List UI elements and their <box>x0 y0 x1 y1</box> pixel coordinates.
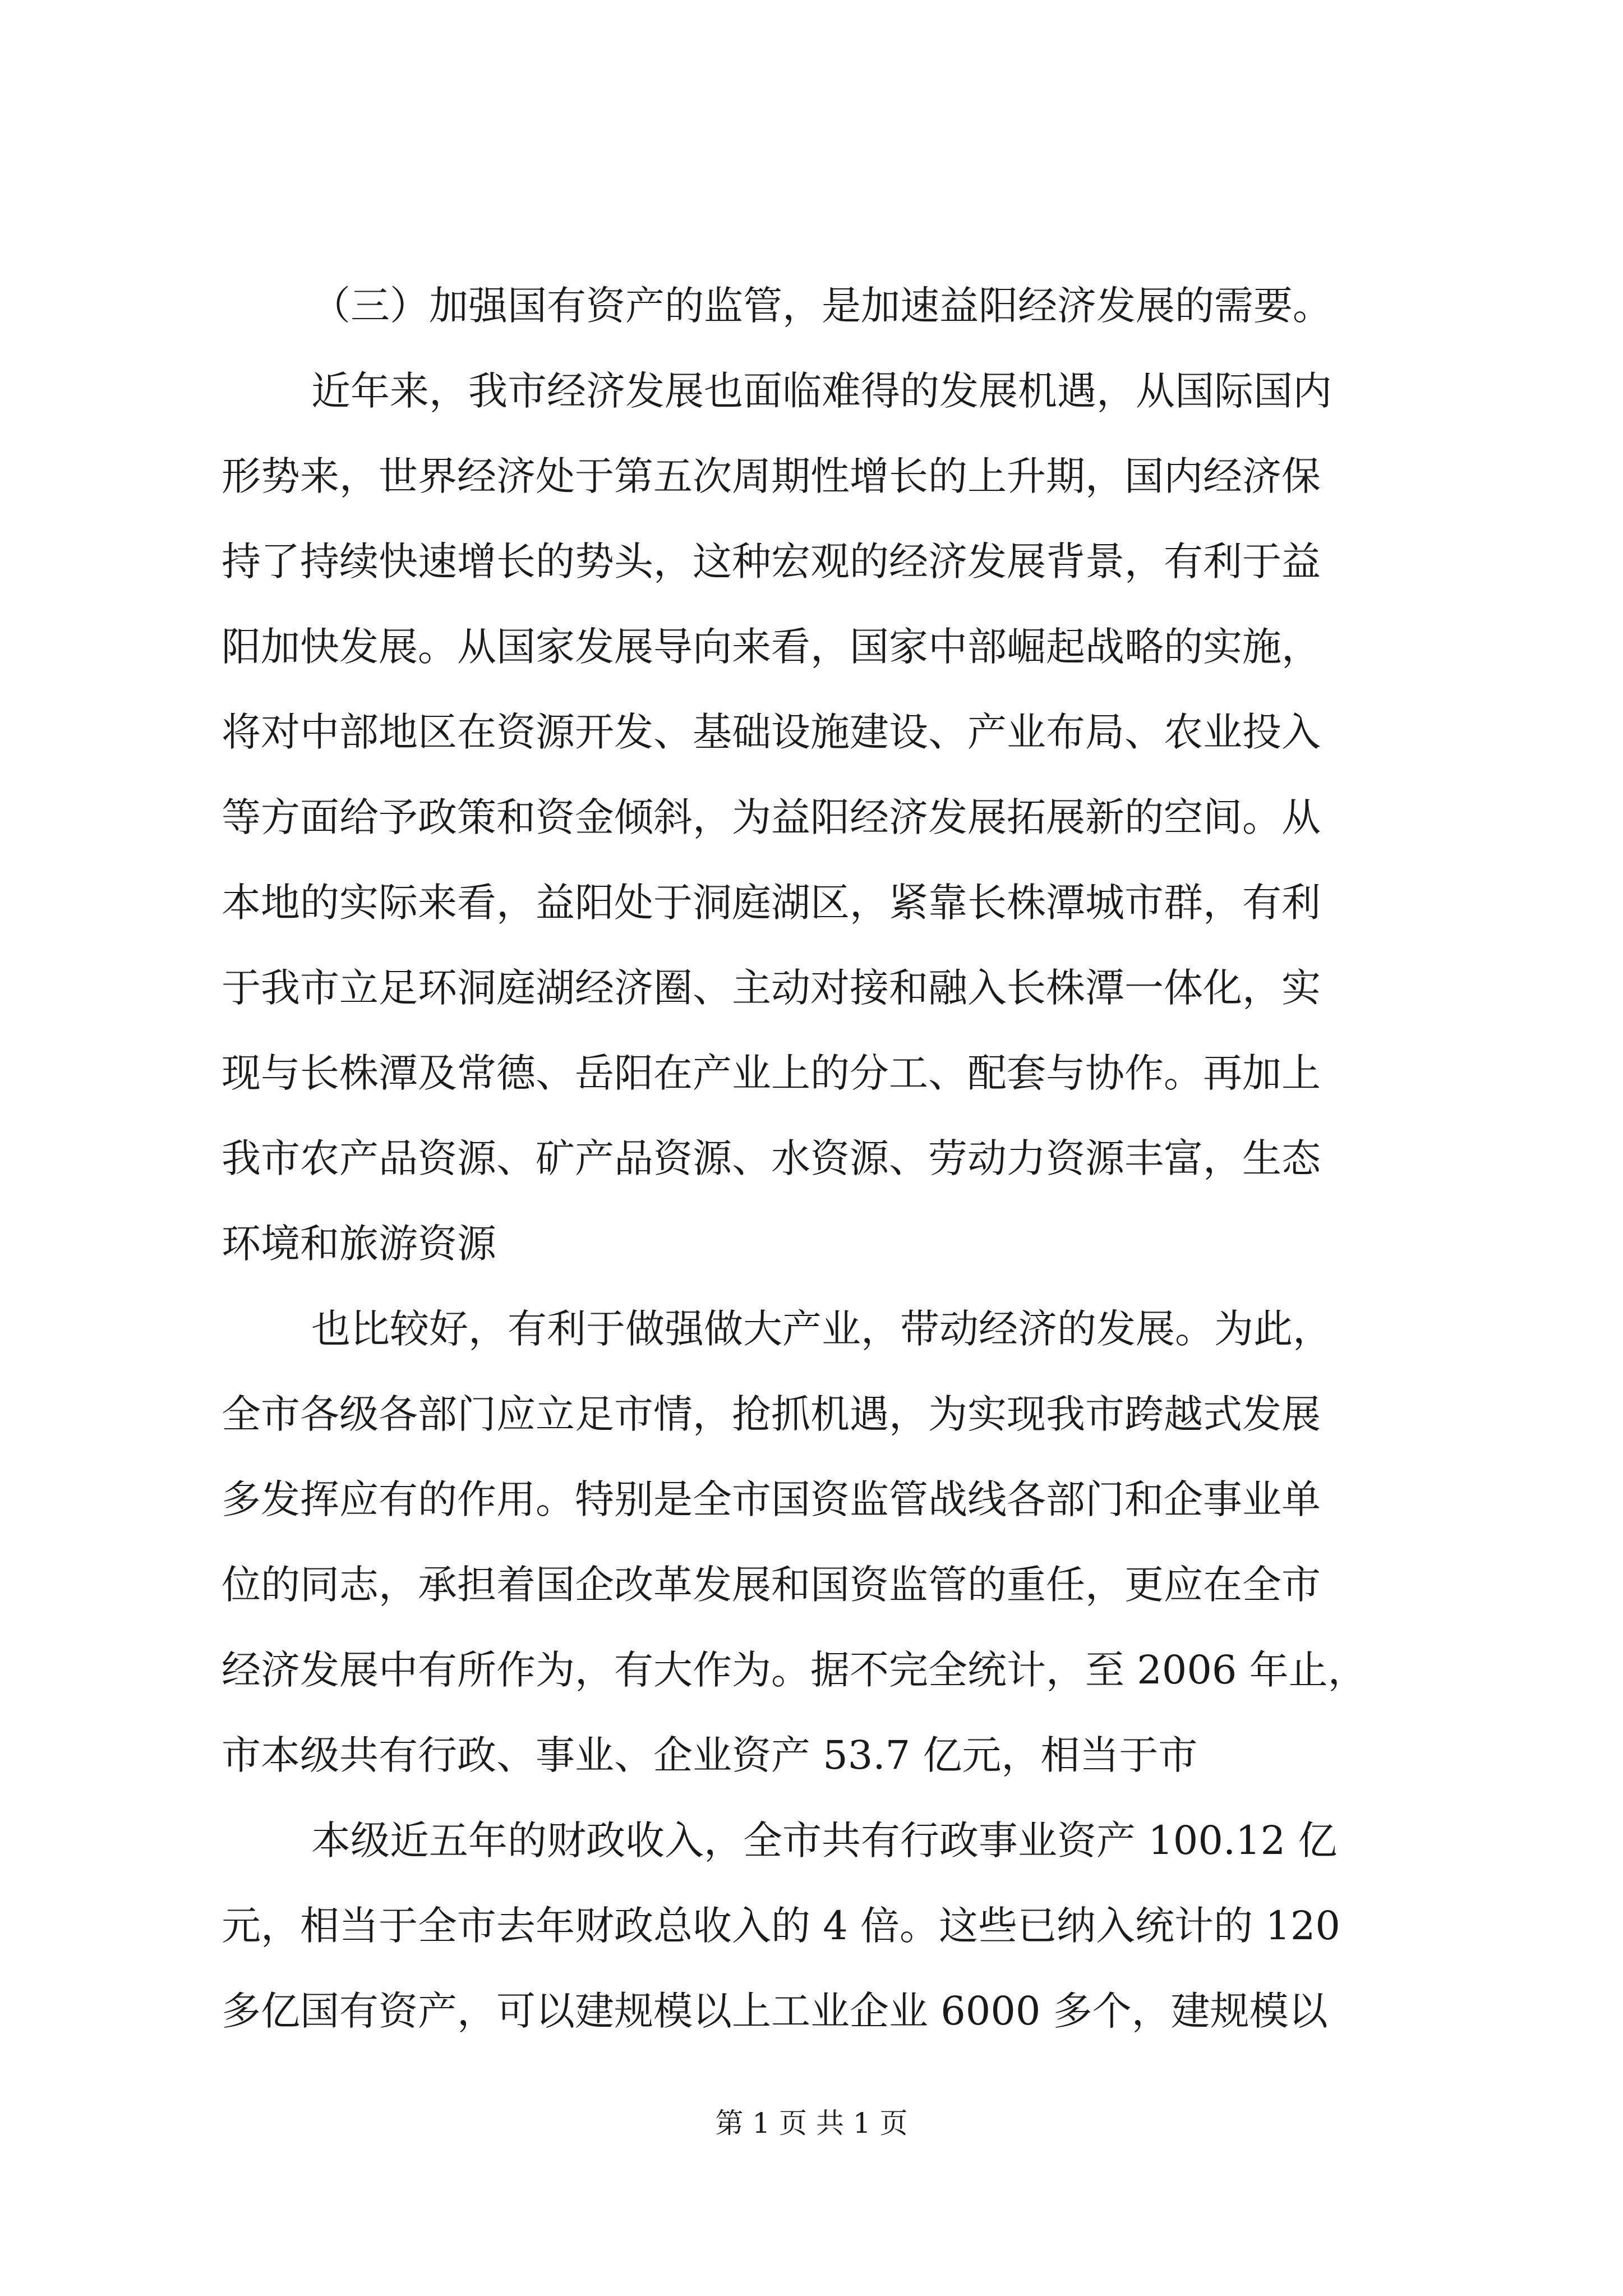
paragraph-line: 阳加快发展。从国家发展导向来看，国家中部崛起战略的实施， <box>222 624 1321 670</box>
paragraph-line: 本地的实际来看，益阳处于洞庭湖区，紧靠长株潭城市群，有利 <box>222 880 1321 926</box>
page-footer: 第 1 页 共 1 页 <box>715 2107 908 2139</box>
paragraph-line: 位的同志，承担着国企改革发展和国资监管的重任，更应在全市 <box>222 1562 1321 1608</box>
paragraph-line: 多发挥应有的作用。特别是全市国资监管战线各部门和企事业单 <box>222 1476 1321 1522</box>
paragraph-line: 全市各级各部门应立足市情，抢抓机遇，为实现我市跨越式发展 <box>222 1391 1321 1437</box>
paragraph-line: 元，相当于全市去年财政总收入的 4 倍。这些已纳入统计的 120 <box>222 1903 1340 1949</box>
paragraph-line: 本级近五年的财政收入，全市共有行政事业资产 100.12 亿 <box>311 1818 1338 1864</box>
paragraph-line: 经济发展中有所作为，有大作为。据不完全统计，至 2006 年止， <box>222 1647 1367 1693</box>
paragraph-line: 于我市立足环洞庭湖经济圈、主动对接和融入长株潭一体化，实 <box>222 965 1321 1011</box>
paragraph-line: 等方面给予政策和资金倾斜，为益阳经济发展拓展新的空间。从 <box>222 794 1321 840</box>
paragraph-line: 环境和旅游资源 <box>222 1221 496 1267</box>
paragraph-line: 多亿国有资产，可以建规模以上工业企业 6000 多个，建规模以 <box>222 1988 1328 2034</box>
paragraph-line: 近年来，我市经济发展也面临难得的发展机遇，从国际国内 <box>311 368 1332 414</box>
paragraph-line: 市本级共有行政、事业、企业资产 53.7 亿元，相当于市 <box>222 1732 1198 1778</box>
section-heading: （三）加强国有资产的监管，是加速益阳经济发展的需要。 <box>311 283 1332 329</box>
paragraph-line: 我市农产品资源、矿产品资源、水资源、劳动力资源丰富，生态 <box>222 1135 1321 1181</box>
paragraph-line: 将对中部地区在资源开发、基础设施建设、产业布局、农业投入 <box>222 709 1321 755</box>
paragraph-line: 现与长株潭及常德、岳阳在产业上的分工、配套与协作。再加上 <box>222 1050 1321 1096</box>
paragraph-line: 持了持续快速增长的势头，这种宏观的经济发展背景，有利于益 <box>222 539 1321 585</box>
paragraph-line: 形势来，世界经济处于第五次周期性增长的上升期，国内经济保 <box>222 453 1321 499</box>
paragraph-line: 也比较好，有利于做强做大产业，带动经济的发展。为此， <box>311 1306 1332 1352</box>
